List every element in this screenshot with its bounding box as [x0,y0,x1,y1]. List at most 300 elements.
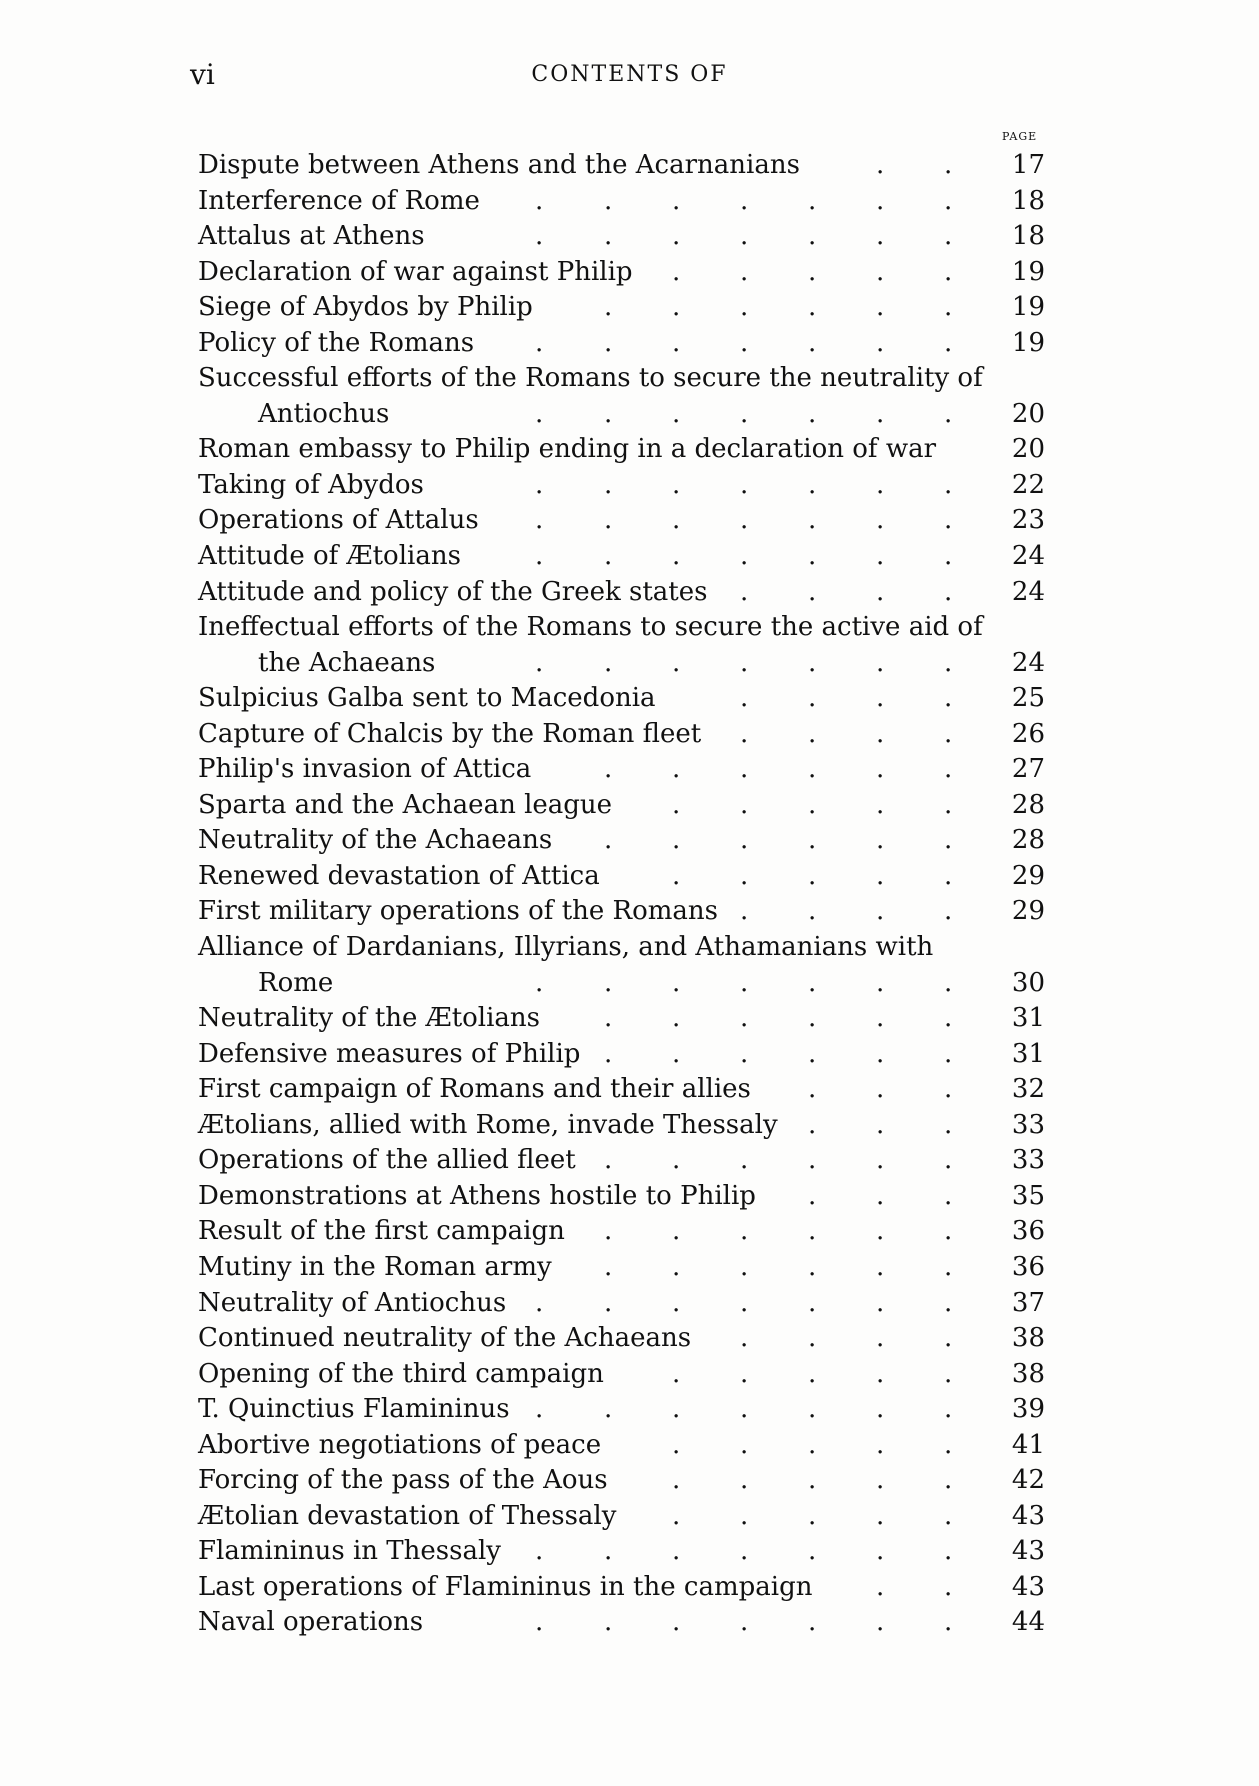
leader-dot: . [808,1287,817,1318]
toc-entry-title: Ætolians, allied with Rome, invade Thessaly [198,1109,778,1140]
leader-dot: . [604,398,613,429]
toc-entry [0,930,1259,966]
leader-dot: . [808,1074,817,1105]
leader-dot: . [535,469,544,500]
toc-entry-page: 36 [1011,1216,1045,1247]
leader-dots [0,432,1259,467]
toc-entry [0,1321,1259,1357]
toc-entry-title: Flamininus in Thessaly [198,1536,501,1567]
leader-dot: . [944,1074,953,1105]
leader-dot: . [808,1500,817,1531]
toc-entry-title: Antiochus [258,398,390,429]
toc-entry [0,1037,1259,1073]
leader-dot: . [604,1394,613,1425]
toc-entry-title: Sparta and the Achaean league [198,789,613,820]
leader-dot: . [672,469,681,500]
leader-dot: . [876,1500,885,1531]
toc-entry [0,1534,1259,1570]
leader-dot: . [740,754,749,785]
leader-dot: . [876,896,885,927]
toc-entry-title: Naval operations [198,1607,424,1638]
toc-entry [0,1499,1259,1535]
leader-dot: . [604,1251,613,1282]
leader-dots [0,1463,1259,1498]
leader-dots [0,1321,1259,1356]
leader-dots [0,646,1259,681]
leader-dot: . [876,1323,885,1354]
toc-entry [0,823,1259,859]
toc-entry-title: Demonstrations at Athens hostile to Philip [198,1180,756,1211]
leader-dot: . [808,1358,817,1389]
toc-entry-title: Ætolian devastation of Thessaly [198,1500,617,1531]
leader-dot: . [944,789,953,820]
leader-dots [0,1428,1259,1463]
toc-entry [0,1072,1259,1108]
toc-entry [0,1001,1259,1037]
toc-entry-title: Forcing of the pass of the Aous [198,1465,608,1496]
leader-dot: . [672,1145,681,1176]
toc-entry-title: Neutrality of the Ætolians [198,1003,541,1034]
toc-entry [0,1108,1259,1144]
leader-dots [0,1143,1259,1178]
toc-entry-page: 28 [1011,789,1045,820]
leader-dot: . [876,1607,885,1638]
page-column-label: PAGE [1002,130,1038,143]
leader-dot: . [740,1607,749,1638]
toc-entry-page: 23 [1011,505,1045,536]
toc-entry-page: 41 [1011,1429,1045,1460]
leader-dot: . [740,1251,749,1282]
leader-dot: . [876,327,885,358]
leader-dot: . [876,1074,885,1105]
leader-dot: . [876,683,885,714]
leader-dot: . [944,967,953,998]
toc-entry [0,397,1259,433]
toc-entry-title: Policy of the Romans [198,327,475,358]
toc-entry [0,468,1259,504]
leader-dots [0,148,1259,183]
toc-entry-page: 20 [1011,398,1045,429]
leader-dot: . [672,1038,681,1069]
leader-dot: . [808,1465,817,1496]
toc-entry-title: Result of the first campaign [198,1216,565,1247]
leader-dot: . [944,469,953,500]
leader-dots [0,1534,1259,1569]
leader-dot: . [944,150,953,180]
leader-dot: . [808,1180,817,1211]
leader-dot: . [672,647,681,678]
toc-entry-page: 19 [1011,292,1045,323]
leader-dot: . [604,1536,613,1567]
toc-entry-page: 30 [1011,967,1045,998]
toc-entry [0,1392,1259,1428]
leader-dot: . [535,1394,544,1425]
toc-entry [0,717,1259,753]
toc-entry [0,1143,1259,1179]
leader-dot: . [808,718,817,749]
leader-dot: . [944,647,953,678]
toc-entry-title: Abortive negotiations of peace [198,1429,602,1460]
leader-dot: . [535,647,544,678]
leader-dot: . [876,221,885,252]
leader-dot: . [808,754,817,785]
toc-entry-page: 36 [1011,1251,1045,1282]
leader-dot: . [604,967,613,998]
leader-dot: . [740,967,749,998]
toc-entry-page: 17 [1011,150,1045,180]
leader-dot: . [808,1429,817,1460]
leader-dot: . [740,1003,749,1034]
leader-dot: . [876,789,885,820]
toc-entry-page: 39 [1011,1394,1045,1425]
leader-dot: . [740,541,749,572]
leader-dots [0,681,1259,716]
toc-entry [0,1605,1259,1641]
leader-dot: . [740,505,749,536]
leader-dot: . [672,860,681,891]
leader-dots [0,1214,1259,1249]
toc-entry-title: the Achaeans [258,647,436,678]
toc-entry-title: Neutrality of Antiochus [198,1287,507,1318]
leader-dot: . [604,1287,613,1318]
leader-dot: . [740,256,749,287]
leader-dot: . [740,647,749,678]
leader-dot: . [808,1003,817,1034]
leader-dot: . [944,1500,953,1531]
toc-entry [0,1463,1259,1499]
leader-dot: . [604,469,613,500]
leader-dot: . [808,1536,817,1567]
leader-dots [0,1392,1259,1427]
leader-dot: . [672,1394,681,1425]
leader-dot: . [876,1038,885,1069]
toc-entry-page: 33 [1011,1145,1045,1176]
leader-dots [0,326,1259,361]
leader-dot: . [808,1323,817,1354]
leader-dot: . [740,1500,749,1531]
leader-dot: . [944,1429,953,1460]
toc-entry-title: Philip's invasion of Attica [198,754,532,785]
leader-dot: . [604,185,613,216]
leader-dot: . [604,647,613,678]
leader-dot: . [808,1394,817,1425]
toc-entry [0,219,1259,255]
leader-dots [0,503,1259,538]
toc-entry [0,894,1259,930]
leader-dot: . [672,221,681,252]
toc-entry-page: 33 [1011,1109,1045,1140]
leader-dot: . [740,718,749,749]
leader-dot: . [808,541,817,572]
leader-dot: . [944,292,953,323]
leader-dot: . [604,754,613,785]
leader-dot: . [535,398,544,429]
leader-dot: . [808,1109,817,1140]
toc-entry-page: 27 [1011,754,1045,785]
leader-dot: . [672,1287,681,1318]
toc-entry-title: Last operations of Flamininus in the campaign [198,1571,813,1602]
leader-dot: . [740,896,749,927]
leader-dot: . [604,505,613,536]
toc-entry-title: Operations of the allied fleet [198,1145,576,1176]
toc-entry [0,184,1259,220]
leader-dot: . [944,1358,953,1389]
toc-entry-title: Dispute between Athens and the Acarnanians [198,150,800,180]
leader-dot: . [944,1571,953,1602]
leader-dot: . [876,1429,885,1460]
leader-dot: . [876,1358,885,1389]
toc-entry-page: 32 [1011,1074,1045,1105]
leader-dot: . [740,1216,749,1247]
toc-entry-title: Attitude and policy of the Greek states [198,576,708,607]
leader-dot: . [808,221,817,252]
leader-dot: . [876,1536,885,1567]
toc-entry-page: 20 [1011,434,1045,465]
toc-entry [0,361,1259,397]
leader-dot: . [808,1216,817,1247]
leader-dot: . [604,1038,613,1069]
toc-entry-title: T. Quinctius Flamininus [198,1394,510,1425]
toc-entry-title: Mutiny in the Roman army [198,1251,552,1282]
leader-dots [0,1001,1259,1036]
leader-dot: . [740,1323,749,1354]
toc-entry-title: Capture of Chalcis by the Roman fleet [198,718,702,749]
toc-entry [0,326,1259,362]
leader-dots [0,1570,1259,1605]
leader-dot: . [808,256,817,287]
leader-dot: . [876,541,885,572]
toc-entry-title: Defensive measures of Philip [198,1038,581,1069]
leader-dot: . [944,896,953,927]
toc-entry [0,539,1259,575]
leader-dot: . [944,860,953,891]
leader-dot: . [876,292,885,323]
leader-dot: . [604,1216,613,1247]
leader-dot: . [740,469,749,500]
toc-entry [0,148,1259,184]
toc-entry [0,575,1259,611]
leader-dot: . [740,576,749,607]
leader-dots [0,1605,1259,1640]
leader-dot: . [740,1145,749,1176]
leader-dot: . [876,1465,885,1496]
leader-dot: . [604,292,613,323]
leader-dots [0,823,1259,858]
toc-entry-title: Alliance of Dardanians, Illyrians, and Athamanians with [198,932,934,963]
toc-entry-page: 44 [1011,1607,1045,1638]
toc-entry-title: First military operations of the Romans [198,896,719,927]
leader-dot: . [808,1145,817,1176]
toc-entry-page: 24 [1011,541,1045,572]
leader-dots [0,1108,1259,1143]
leader-dots [0,397,1259,432]
leader-dot: . [944,718,953,749]
leader-dot: . [876,1145,885,1176]
table-of-contents [0,148,1259,1641]
leader-dot: . [876,860,885,891]
leader-dots [0,788,1259,823]
leader-dot: . [808,576,817,607]
leader-dot: . [944,1536,953,1567]
leader-dot: . [808,1251,817,1282]
toc-entry [0,1179,1259,1215]
leader-dot: . [672,1003,681,1034]
leader-dot: . [672,292,681,323]
leader-dot: . [876,754,885,785]
leader-dot: . [672,1536,681,1567]
leader-dot: . [604,825,613,856]
leader-dot: . [876,1287,885,1318]
toc-entry [0,432,1259,468]
leader-dot: . [944,1251,953,1282]
leader-dot: . [672,1251,681,1282]
toc-entry-page: 43 [1011,1571,1045,1602]
leader-dot: . [944,1038,953,1069]
toc-entry-page: 25 [1011,683,1045,714]
leader-dot: . [740,825,749,856]
toc-entry-title: Operations of Attalus [198,505,479,536]
leader-dot: . [944,1465,953,1496]
leader-dot: . [876,185,885,216]
leader-dot: . [740,1038,749,1069]
leader-dot: . [535,185,544,216]
leader-dot: . [944,1394,953,1425]
leader-dot: . [672,505,681,536]
leader-dot: . [944,505,953,536]
leader-dot: . [876,1109,885,1140]
leader-dot: . [876,1216,885,1247]
leader-dot: . [876,1571,885,1602]
toc-entry [0,1428,1259,1464]
leader-dots [0,1179,1259,1214]
leader-dot: . [672,1500,681,1531]
toc-entry-title: Interference of Rome [198,185,480,216]
toc-entry-page: 19 [1011,256,1045,287]
toc-entry-title: Roman embassy to Philip ending in a declaration of war [198,434,937,465]
leader-dot: . [808,185,817,216]
leader-dot: . [944,1003,953,1034]
leader-dot: . [808,327,817,358]
toc-entry-page: 18 [1011,221,1045,252]
leader-dot: . [672,256,681,287]
leader-dots [0,966,1259,1001]
leader-dot: . [944,541,953,572]
toc-entry [0,290,1259,326]
toc-entry [0,1214,1259,1250]
leader-dot: . [740,860,749,891]
toc-entry-page: 26 [1011,718,1045,749]
leader-dot: . [740,1465,749,1496]
toc-entry-title: Neutrality of the Achaeans [198,825,553,856]
leader-dot: . [808,825,817,856]
leader-dot: . [672,967,681,998]
leader-dot: . [604,541,613,572]
leader-dot: . [672,327,681,358]
leader-dot: . [672,1216,681,1247]
toc-entry [0,503,1259,539]
toc-entry [0,1357,1259,1393]
leader-dot: . [876,1180,885,1211]
leader-dot: . [808,292,817,323]
leader-dot: . [672,789,681,820]
leader-dot: . [535,1607,544,1638]
leader-dot: . [535,967,544,998]
leader-dot: . [740,1394,749,1425]
leader-dot: . [876,1003,885,1034]
toc-entry-page: 22 [1011,469,1045,500]
leader-dot: . [808,860,817,891]
leader-dot: . [876,1394,885,1425]
leader-dot: . [740,1429,749,1460]
toc-entry-page: 38 [1011,1358,1045,1389]
toc-entry [0,1570,1259,1606]
leader-dot: . [944,327,953,358]
leader-dot: . [535,1287,544,1318]
leader-dot: . [604,221,613,252]
leader-dot: . [944,185,953,216]
toc-entry-page: 19 [1011,327,1045,358]
page-folio: vi [190,58,215,91]
leader-dot: . [808,683,817,714]
leader-dot: . [944,825,953,856]
toc-entry-title: First campaign of Romans and their allies [198,1074,751,1105]
leader-dot: . [808,647,817,678]
toc-entry-page: 29 [1011,896,1045,927]
leader-dot: . [740,1358,749,1389]
leader-dot: . [944,754,953,785]
leader-dot: . [876,718,885,749]
leader-dot: . [944,683,953,714]
toc-entry-title: Ineffectual efforts of the Romans to secure the active aid of [198,612,983,643]
leader-dot: . [944,398,953,429]
leader-dot: . [876,825,885,856]
leader-dot: . [604,327,613,358]
leader-dot: . [535,505,544,536]
leader-dot: . [808,896,817,927]
leader-dots [0,1286,1259,1321]
leader-dot: . [876,256,885,287]
toc-entry-page: 38 [1011,1323,1045,1354]
toc-entry [0,1286,1259,1322]
leader-dots [0,894,1259,929]
leader-dot: . [740,292,749,323]
leader-dot: . [808,505,817,536]
leader-dots [0,184,1259,219]
leader-dot: . [740,683,749,714]
toc-entry-title: Successful efforts of the Romans to secure the neutrality of [198,363,983,394]
toc-entry [0,859,1259,895]
toc-entry [0,255,1259,291]
leader-dot: . [672,1429,681,1460]
leader-dot: . [876,576,885,607]
leader-dot: . [876,469,885,500]
leader-dots [0,1357,1259,1392]
toc-entry [0,681,1259,717]
toc-entry-page: 35 [1011,1180,1045,1211]
leader-dot: . [672,754,681,785]
leader-dot: . [876,150,885,180]
leader-dot: . [944,1287,953,1318]
leader-dot: . [740,1536,749,1567]
toc-entry-page: 28 [1011,825,1045,856]
leader-dot: . [672,398,681,429]
toc-entry-page: 24 [1011,576,1045,607]
leader-dot: . [535,1536,544,1567]
leader-dots [0,859,1259,894]
leader-dot: . [876,398,885,429]
leader-dot: . [944,1216,953,1247]
leader-dot: . [604,1145,613,1176]
